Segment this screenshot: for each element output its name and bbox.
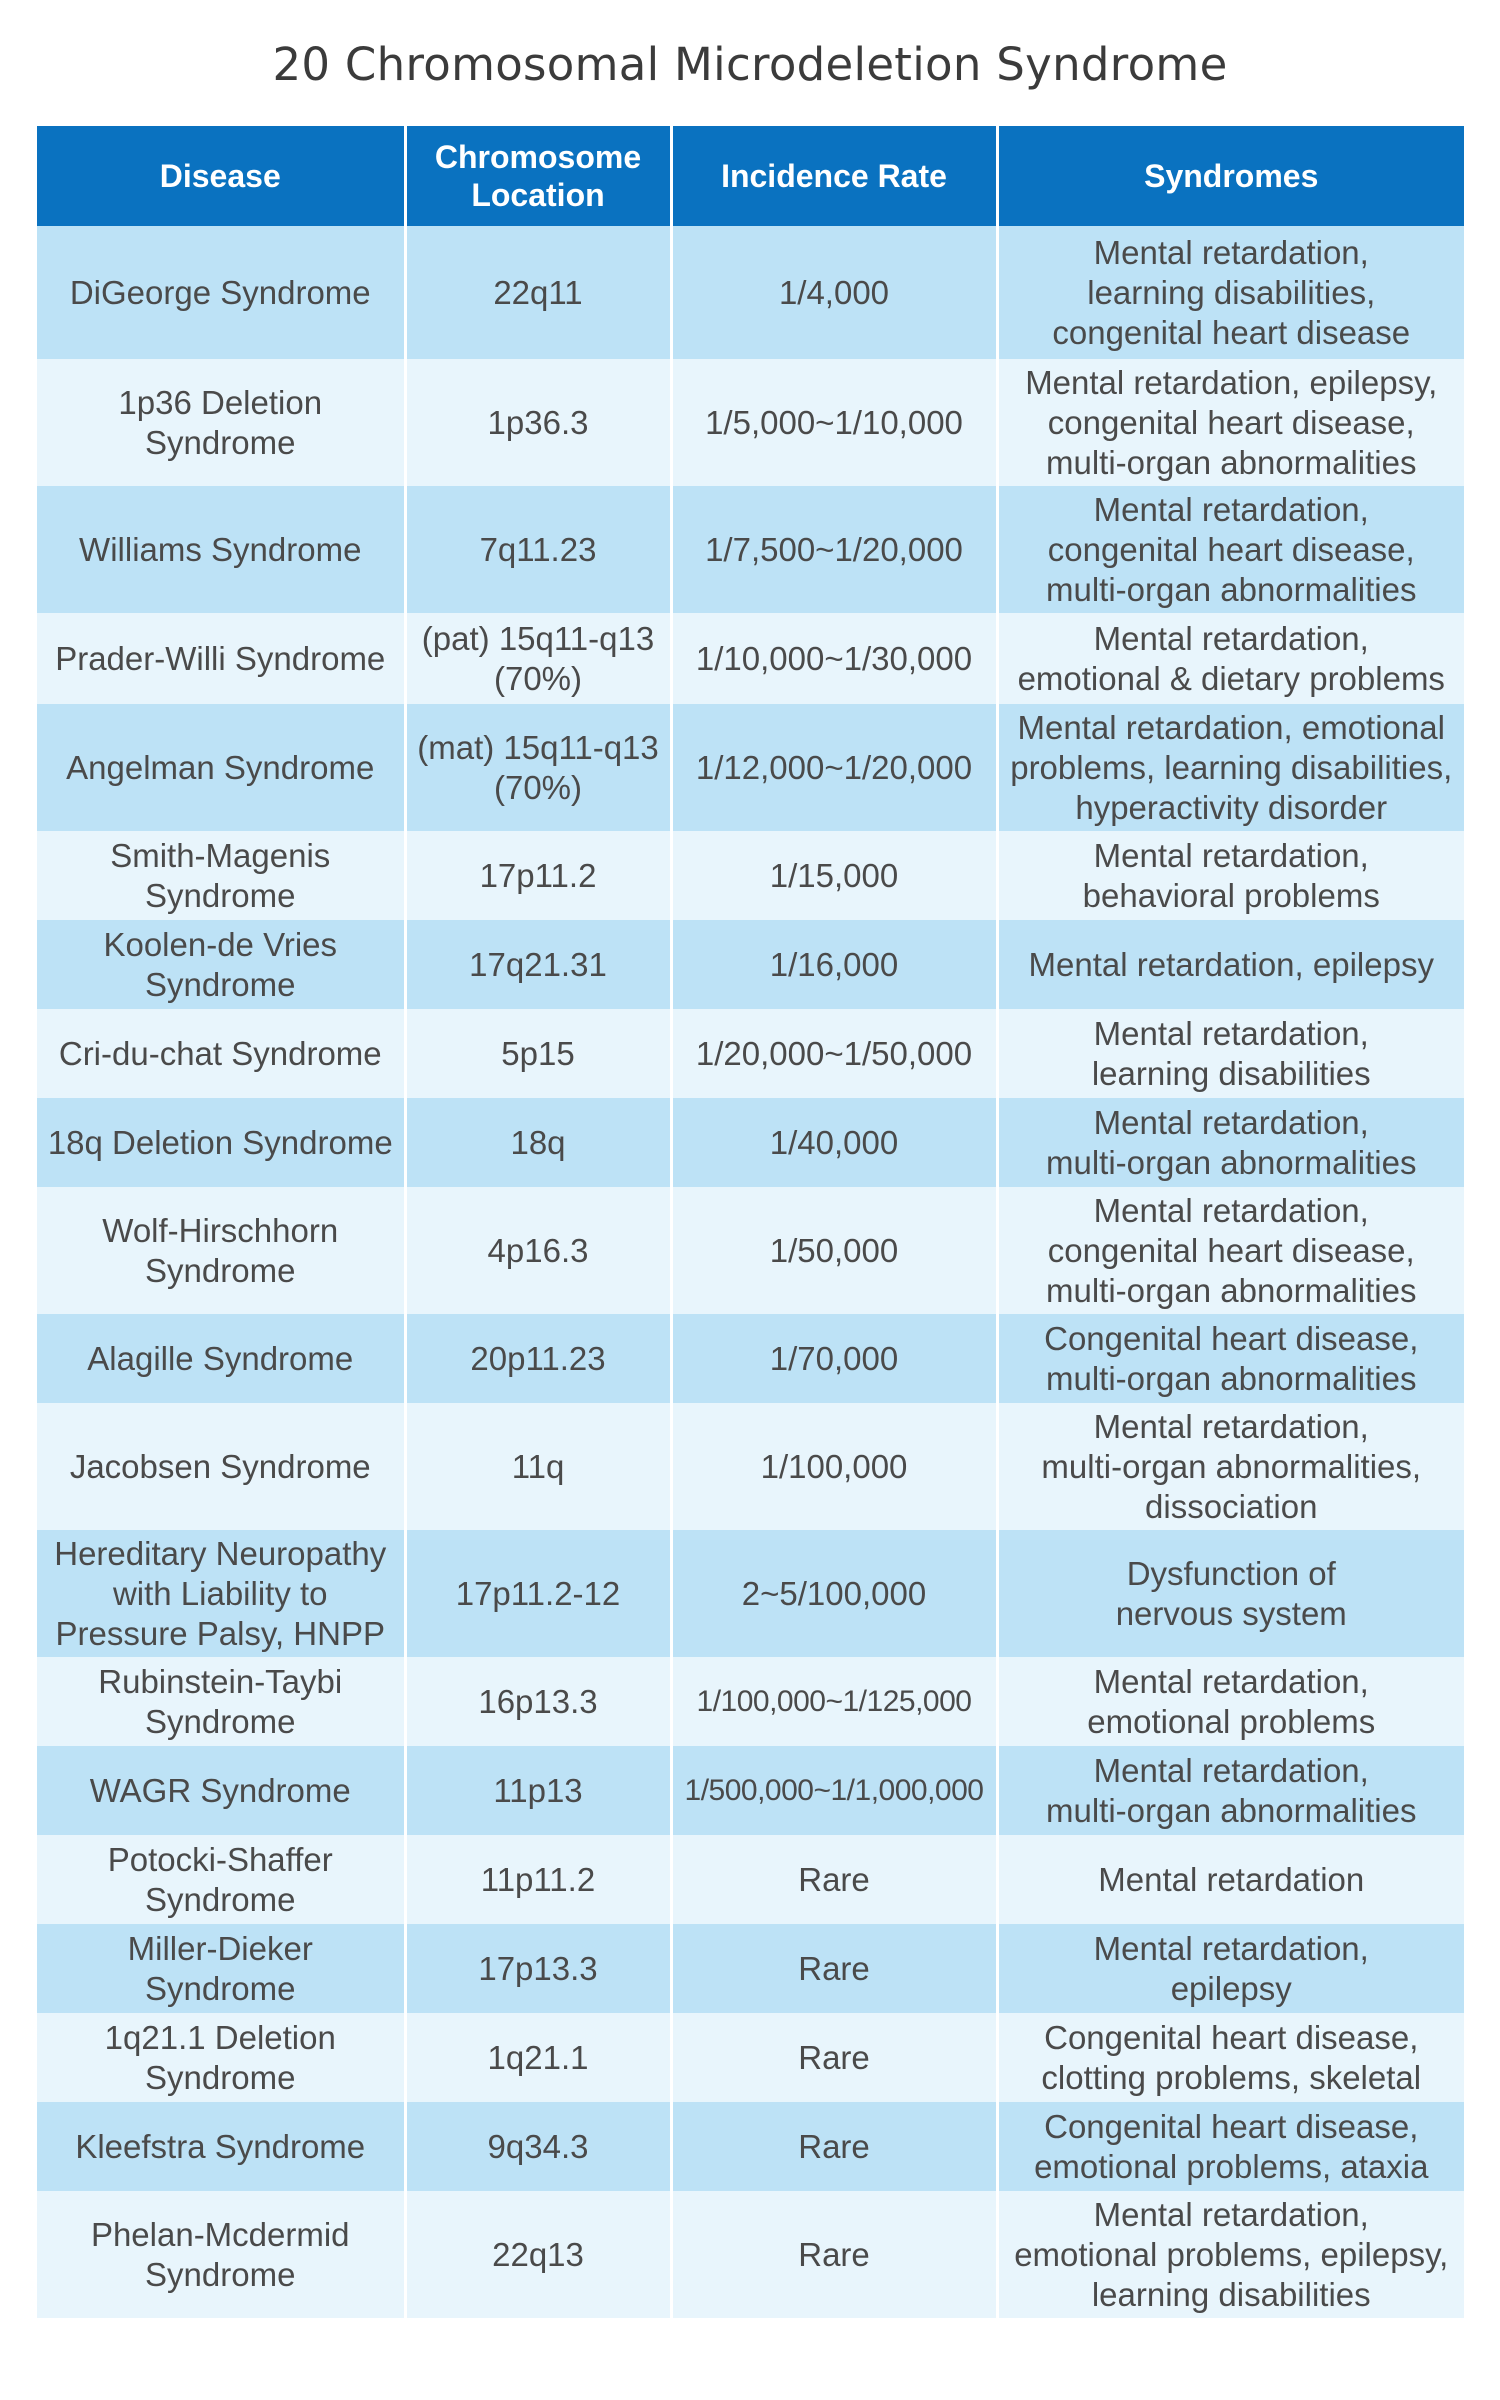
table-row: [37, 831, 1464, 920]
disease-cell: 1p36 Deletion Syndrome: [37, 359, 405, 486]
table-row: [37, 1924, 1464, 2013]
disease-cell: Alagille Syndrome: [37, 1314, 405, 1403]
table-row: [37, 920, 1464, 1009]
disease-cell: Prader-Willi Syndrome: [37, 613, 405, 704]
syndromes-cell: Congenital heart disease, multi-organ abnormalities: [997, 1314, 1464, 1403]
syndromes-cell: Mental retardation, behavioral problems: [997, 831, 1464, 920]
incidence-rate-cell: 1/40,000: [671, 1098, 997, 1187]
incidence-rate-cell: 1/7,500~1/20,000: [671, 486, 997, 613]
chromosome-location-cell: 17p11.2-12: [405, 1530, 671, 1657]
syndrome-table: [37, 126, 1464, 2318]
chromosome-location-cell: 11q: [405, 1403, 671, 1530]
disease-cell: Smith-Magenis Syndrome: [37, 831, 405, 920]
incidence-rate-cell: 1/16,000: [671, 920, 997, 1009]
chromosome-location-cell: 1p36.3: [405, 359, 671, 486]
incidence-rate-cell: 1/50,000: [671, 1187, 997, 1314]
disease-cell: Kleefstra Syndrome: [37, 2102, 405, 2191]
disease-cell: Rubinstein-Taybi Syndrome: [37, 1657, 405, 1746]
table-row: [37, 1314, 1464, 1403]
syndromes-cell: Congenital heart disease, clotting problems, skeletal: [997, 2013, 1464, 2102]
incidence-rate-cell: 1/5,000~1/10,000: [671, 359, 997, 486]
table-row: [37, 2013, 1464, 2102]
incidence-rate-cell: 1/500,000~1/1,000,000: [671, 1746, 997, 1835]
disease-cell: Williams Syndrome: [37, 486, 405, 613]
disease-cell: Potocki-Shaffer Syndrome: [37, 1835, 405, 1924]
table-header-row: [37, 126, 1464, 226]
syndromes-cell: Mental retardation, multi-organ abnormalities: [997, 1746, 1464, 1835]
incidence-rate-cell: 1/15,000: [671, 831, 997, 920]
syndromes-cell: Mental retardation, multi-organ abnormalities: [997, 1098, 1464, 1187]
chromosome-location-cell: 18q: [405, 1098, 671, 1187]
incidence-rate-cell: 1/4,000: [671, 226, 997, 359]
chromosome-location-cell: 16p13.3: [405, 1657, 671, 1746]
table-row: [37, 1657, 1464, 1746]
table-row: [37, 2102, 1464, 2191]
syndromes-cell: Mental retardation: [997, 1835, 1464, 1924]
table-row: [37, 1530, 1464, 1657]
chromosome-location-cell: 5p15: [405, 1009, 671, 1098]
disease-cell: Miller-Dieker Syndrome: [37, 1924, 405, 2013]
table-row: [37, 2191, 1464, 2318]
chromosome-location-cell: 4p16.3: [405, 1187, 671, 1314]
syndromes-cell: Mental retardation, multi-organ abnormalities, dissociation: [997, 1403, 1464, 1530]
syndromes-cell: Mental retardation, emotional & dietary problems: [997, 613, 1464, 704]
disease-cell: Hereditary Neuropathy with Liability to Pressure Palsy, HNPP: [37, 1530, 405, 1657]
syndromes-cell: Mental retardation, learning disabilities, congenital heart disease: [997, 226, 1464, 359]
table-row: [37, 486, 1464, 613]
table-row: [37, 704, 1464, 831]
table-row: [37, 359, 1464, 486]
chromosome-location-cell: 22q11: [405, 226, 671, 359]
incidence-rate-cell: Rare: [671, 2013, 997, 2102]
table-row: [37, 1098, 1464, 1187]
syndromes-cell: Mental retardation, emotional problems, epilepsy, learning disabilities: [997, 2191, 1464, 2318]
incidence-rate-cell: Rare: [671, 1835, 997, 1924]
chromosome-location-cell: 17p11.2: [405, 831, 671, 920]
table-body: [37, 226, 1464, 2318]
incidence-rate-cell: 1/100,000~1/125,000: [671, 1657, 997, 1746]
incidence-rate-cell: Rare: [671, 1924, 997, 2013]
disease-cell: 1q21.1 Deletion Syndrome: [37, 2013, 405, 2102]
header-incidence-rate: Incidence Rate: [671, 126, 997, 226]
table-row: [37, 226, 1464, 359]
incidence-rate-cell: 2~5/100,000: [671, 1530, 997, 1657]
incidence-rate-cell: 1/10,000~1/30,000: [671, 613, 997, 704]
disease-cell: WAGR Syndrome: [37, 1746, 405, 1835]
disease-cell: Koolen-de Vries Syndrome: [37, 920, 405, 1009]
header-disease: Disease: [37, 126, 405, 226]
incidence-rate-cell: 1/100,000: [671, 1403, 997, 1530]
syndromes-cell: Dysfunction of nervous system: [997, 1530, 1464, 1657]
chromosome-location-cell: 17q21.31: [405, 920, 671, 1009]
chromosome-location-cell: 20p11.23: [405, 1314, 671, 1403]
syndromes-cell: Mental retardation, congenital heart disease, multi-organ abnormalities: [997, 1187, 1464, 1314]
chromosome-location-cell: 7q11.23: [405, 486, 671, 613]
disease-cell: DiGeorge Syndrome: [37, 226, 405, 359]
incidence-rate-cell: 1/20,000~1/50,000: [671, 1009, 997, 1098]
incidence-rate-cell: Rare: [671, 2102, 997, 2191]
chromosome-location-cell: (pat) 15q11-q13 (70%): [405, 613, 671, 704]
table-row: [37, 1835, 1464, 1924]
syndromes-cell: Mental retardation, epilepsy: [997, 920, 1464, 1009]
page-title: 20 Chromosomal Microdeletion Syndrome: [272, 38, 1228, 91]
syndromes-cell: Mental retardation, congenital heart disease, multi-organ abnormalities: [997, 486, 1464, 613]
chromosome-location-cell: (mat) 15q11-q13 (70%): [405, 704, 671, 831]
table-row: [37, 613, 1464, 704]
incidence-rate-cell: Rare: [671, 2191, 997, 2318]
disease-cell: 18q Deletion Syndrome: [37, 1098, 405, 1187]
syndromes-cell: Congenital heart disease, emotional problems, ataxia: [997, 2102, 1464, 2191]
table-row: [37, 1746, 1464, 1835]
chromosome-location-cell: 1q21.1: [405, 2013, 671, 2102]
disease-cell: Jacobsen Syndrome: [37, 1403, 405, 1530]
syndromes-cell: Mental retardation, epilepsy, congenital heart disease, multi-organ abnormalities: [997, 359, 1464, 486]
table-row: [37, 1403, 1464, 1530]
chromosome-location-cell: 22q13: [405, 2191, 671, 2318]
incidence-rate-cell: 1/70,000: [671, 1314, 997, 1403]
table-row: [37, 1187, 1464, 1314]
disease-cell: Angelman Syndrome: [37, 704, 405, 831]
disease-cell: Cri-du-chat Syndrome: [37, 1009, 405, 1098]
syndromes-cell: Mental retardation, epilepsy: [997, 1924, 1464, 2013]
syndromes-cell: Mental retardation, learning disabilities: [997, 1009, 1464, 1098]
chromosome-location-cell: 11p11.2: [405, 1835, 671, 1924]
chromosome-location-cell: 17p13.3: [405, 1924, 671, 2013]
header-chromosome-location: Chromosome Location: [405, 126, 671, 226]
syndromes-cell: Mental retardation, emotional problems: [997, 1657, 1464, 1746]
chromosome-location-cell: 9q34.3: [405, 2102, 671, 2191]
disease-cell: Phelan-Mcdermid Syndrome: [37, 2191, 405, 2318]
table-row: [37, 1009, 1464, 1098]
chromosome-location-cell: 11p13: [405, 1746, 671, 1835]
disease-cell: Wolf-Hirschhorn Syndrome: [37, 1187, 405, 1314]
incidence-rate-cell: 1/12,000~1/20,000: [671, 704, 997, 831]
header-syndromes: Syndromes: [997, 126, 1464, 226]
syndromes-cell: Mental retardation, emotional problems, learning disabilities, hyperactivity disorder: [997, 704, 1464, 831]
